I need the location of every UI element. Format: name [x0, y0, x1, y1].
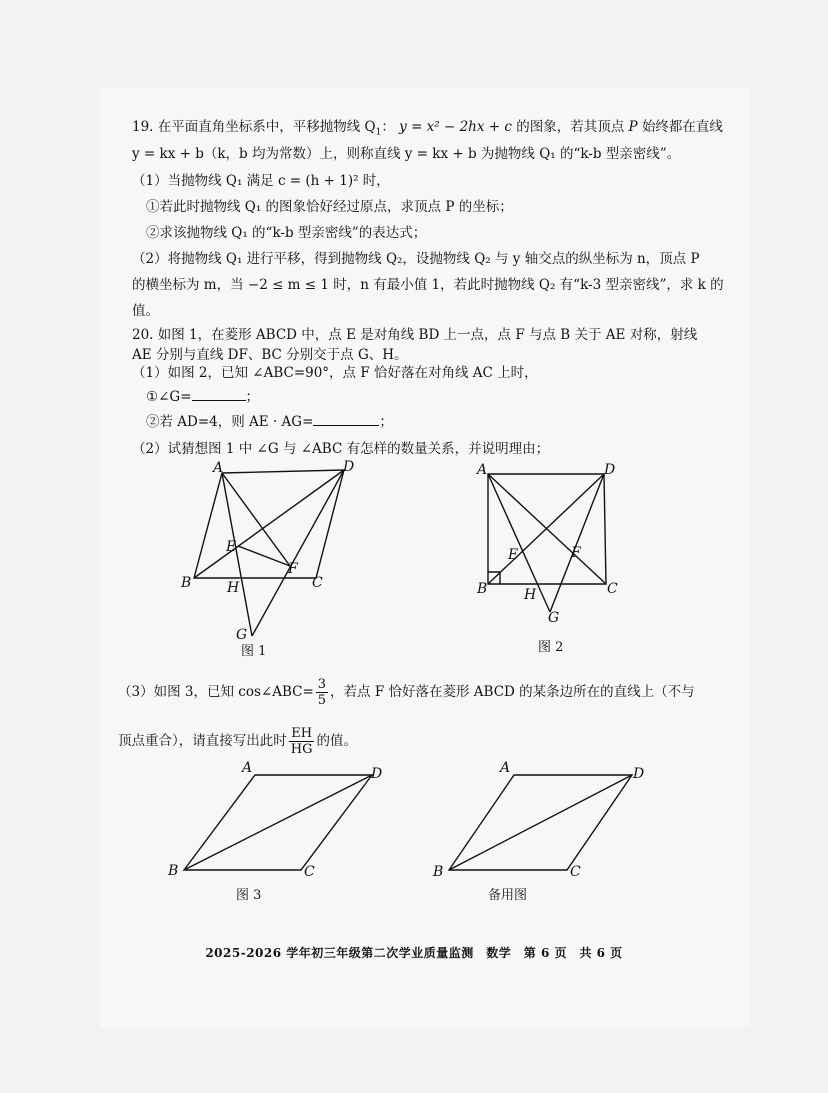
spare-caption: 备用图 — [488, 888, 528, 903]
fig2-caption: 图 2 — [538, 640, 564, 655]
q20-part2: （2）试猜想图 1 中 ∠G 与 ∠ABC 有怎样的数量关系，并说明理由； — [132, 441, 550, 457]
figure-spare — [449, 775, 632, 870]
figure-1 — [194, 470, 344, 636]
fig2-label-f: F — [571, 545, 581, 561]
spare-diagonal-bd — [449, 775, 632, 870]
fig3-diagonal-bd — [184, 775, 372, 870]
fig1-diagonal-bd — [194, 470, 344, 578]
cos-fraction: $\frac{3}{5}$ — [317, 677, 327, 708]
fig1-line-dg — [252, 470, 344, 636]
q19-part2-a: （2）将抛物线 Q₁ 进行平移，得到抛物线 Q₂，设抛物线 Q₂ 与 y 轴交点的纵坐标为 n，顶点 P — [132, 251, 700, 267]
q19-line2: y = kx + b（k，b 均为常数）上，则称直线 y = kx + b 为抛物线 Q₁ 的“k-b 型亲密线”。 — [132, 146, 681, 162]
q20-part1: （1）如图 2，已知 ∠ABC=90°，点 F 恰好落在对角线 AC 上时， — [132, 365, 538, 381]
q20-part3-line1: （3）如图 3，已知 cos∠ABC= $\frac{3}{5}$ ，若点 F 恰好落在菱形 ABCD 的某条边所在的直线上（不与 — [118, 677, 695, 708]
fig1-label-f: F — [288, 561, 298, 577]
fig1-label-c: C — [312, 575, 323, 591]
spare-label-d: D — [633, 766, 645, 782]
q19-line1: 19. 在平面直角坐标系中，平移抛物线 $Q_1$： y = x² − 2hx + c 的图象，若其顶点 P 始终都在直线 — [132, 119, 723, 138]
spare-label-b: B — [433, 864, 444, 880]
fig3-label-b: B — [168, 863, 179, 879]
fig3-label-a: A — [242, 760, 253, 776]
eh-hg-fraction: $\frac{EH}{HG}$ — [290, 726, 313, 757]
fig3-label-d: D — [371, 766, 383, 782]
fig2-label-g: G — [548, 610, 560, 626]
fig3-label-c: C — [304, 864, 315, 880]
q20-part1-2: ②若 AD=4，则 AE · AG= ； — [146, 414, 393, 430]
fig1-label-b: B — [181, 575, 192, 591]
figure-2 — [488, 474, 606, 612]
q20-intro-b: AE 分别与直线 DF、BC 分别交于点 G、H。 — [132, 347, 408, 363]
fig2-label-c: C — [607, 581, 618, 597]
q19-part2-c: 值。 — [132, 303, 159, 319]
q20-part1-1: ①∠G= ； — [146, 389, 260, 405]
fig1-label-d: D — [343, 459, 355, 475]
q20-part3-line2: 顶点重合），请直接写出此时 $\frac{EH}{HG}$ 的值。 — [118, 726, 357, 757]
fig1-label-g: G — [236, 627, 248, 643]
q20-intro-a: 20. 如图 1，在菱形 ABCD 中，点 E 是对角线 BD 上一点，点 F 与点 B 关于 AE 对称，射线 — [132, 327, 698, 343]
page-footer: 2025-2026 学年初三年级第二次学业质量监测 数学 第 6 页 共 6 页 — [205, 946, 623, 960]
fig1-caption: 图 1 — [241, 644, 267, 659]
q19-part2-b: 的横坐标为 m，当 −2 ≤ m ≤ 1 时，n 有最小值 1，若此时抛物线 Q₂ 有“k-3 型亲密线”，求 k 的 — [132, 277, 724, 293]
fig2-label-a: A — [477, 462, 488, 478]
fig1-label-a: A — [213, 460, 224, 476]
fig1-label-h: H — [227, 580, 240, 596]
fig3-caption: 图 3 — [236, 888, 262, 903]
fig2-label-h: H — [524, 587, 537, 603]
fig2-label-e: E — [508, 547, 519, 563]
fig1-label-e: E — [226, 539, 237, 555]
q19-part1-1: ①若此时抛物线 Q₁ 的图象恰好经过原点，求顶点 P 的坐标； — [146, 199, 513, 215]
parabola-equation: y = x² − 2hx + c — [399, 119, 512, 135]
fig2-label-b: B — [477, 581, 488, 597]
spare-label-a: A — [500, 760, 511, 776]
fig2-line-dg — [550, 474, 604, 612]
figure-3 — [184, 775, 372, 870]
fig2-ray-ag — [488, 474, 550, 612]
spare-label-c: C — [570, 864, 581, 880]
fig2-label-d: D — [604, 462, 616, 478]
q19-part1: （1）当抛物线 Q₁ 满足 c = (h + 1)² 时， — [132, 173, 390, 189]
q19-part1-2: ②求该抛物线 Q₁ 的“k-b 型亲密线”的表达式； — [146, 225, 427, 241]
